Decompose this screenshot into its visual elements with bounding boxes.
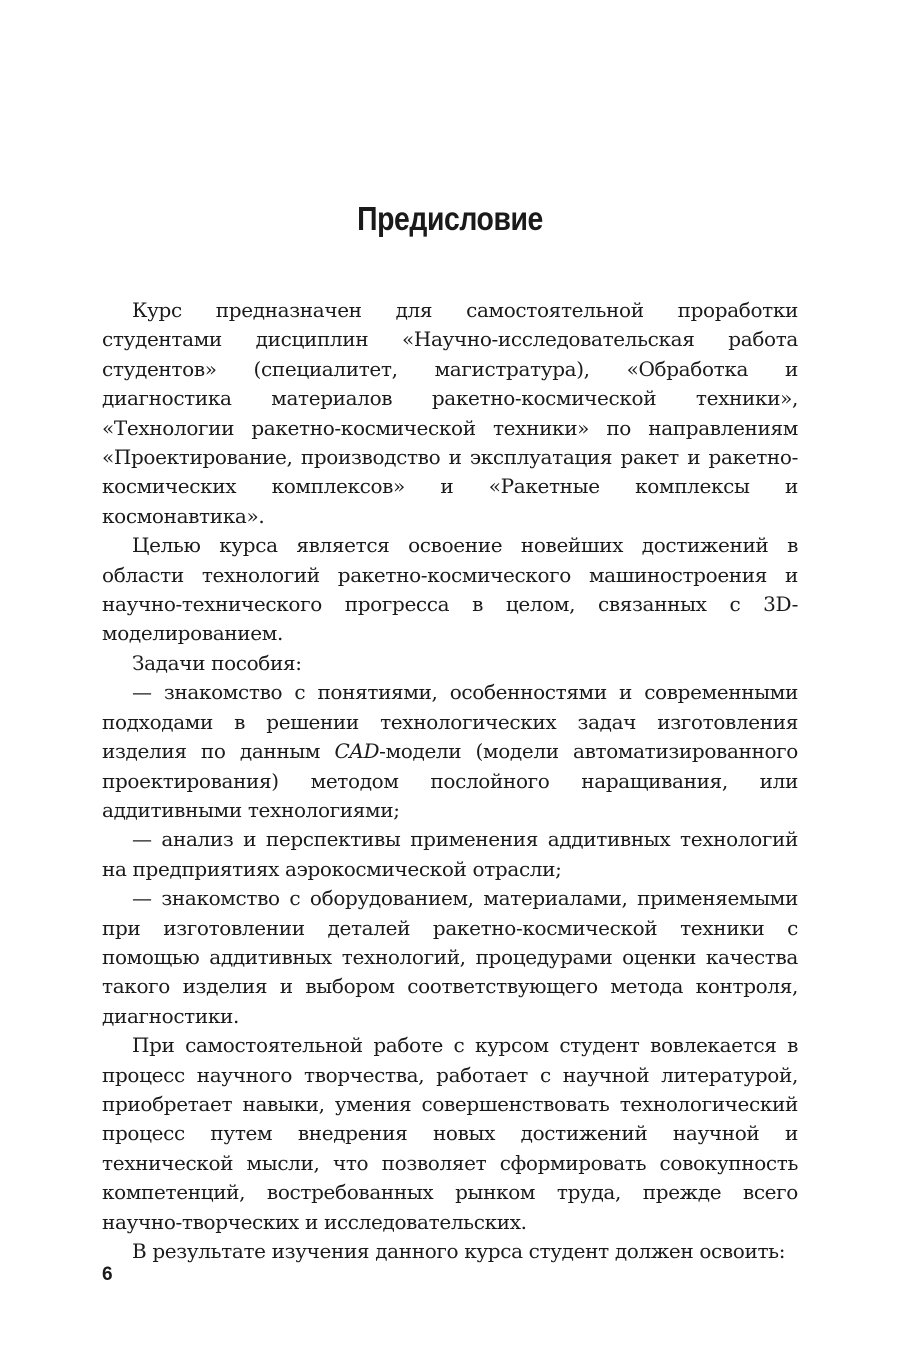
page-number: 6 bbox=[102, 1264, 113, 1285]
self-study-paragraph: При самостоятельной работе с курсом студент вовлекается в процесс научного творчества, работает с научной литературой, приобретает навыки, умения совершенствовать технологический процесс путем внедрения новых достижений научной и технической мысли, что позволяет сформировать совокупность компетенций, востребованных рынком труда, прежде всего научно-творческих и исследовательских. bbox=[102, 1033, 798, 1234]
task-item: — знакомство с оборудованием, материалами, применяемыми при изготовлении деталей ракетно-космической техники с помощью аддитивных технологий, процедурами оценки качества такого изделия и выбором соответствующего метода контроля, диагностики. bbox=[102, 886, 798, 1028]
task-item bbox=[102, 678, 798, 825]
goal-paragraph: Целью курса является освоение новейших достижений в области технологий ракетно-космического машиностроения и научно-технического прогресса в целом, связанных с 3D-моделированием. bbox=[102, 533, 798, 646]
result-paragraph: В результате изучения данного курса студент должен освоить: bbox=[132, 1239, 786, 1263]
task-item: — анализ и перспективы применения аддитивных технологий на предприятиях аэрокосмической отрасли; bbox=[102, 827, 798, 881]
task-term-italic: CAD bbox=[334, 739, 380, 764]
intro-paragraph: Курс предназначен для самостоятельной проработки студентами дисциплин «Научно-исследовательская работа студентов» (специалитет, магистратура), «Обработка и диагностика материалов ракетно-космической техники», «Технологии ракетно-космической техники» по направлениям «Проектирование, производство и эксплуатация ракет и ракетно-космических комплексов» и «Ракетные комплексы и космонавтика». bbox=[102, 298, 798, 528]
page-title: Предисловие bbox=[357, 200, 543, 237]
task-text: -модели (модели автоматизированного проектирования) методом послойного наращивания, или аддитивными технологиями; bbox=[102, 739, 798, 822]
tasks-heading-paragraph: Задачи пособия: bbox=[132, 650, 302, 675]
task-text: — знакомство с понятиями, особенностями и современными подходами в решении технологических задач изготовления изделия по данным bbox=[102, 680, 798, 764]
body-text bbox=[102, 296, 798, 1266]
